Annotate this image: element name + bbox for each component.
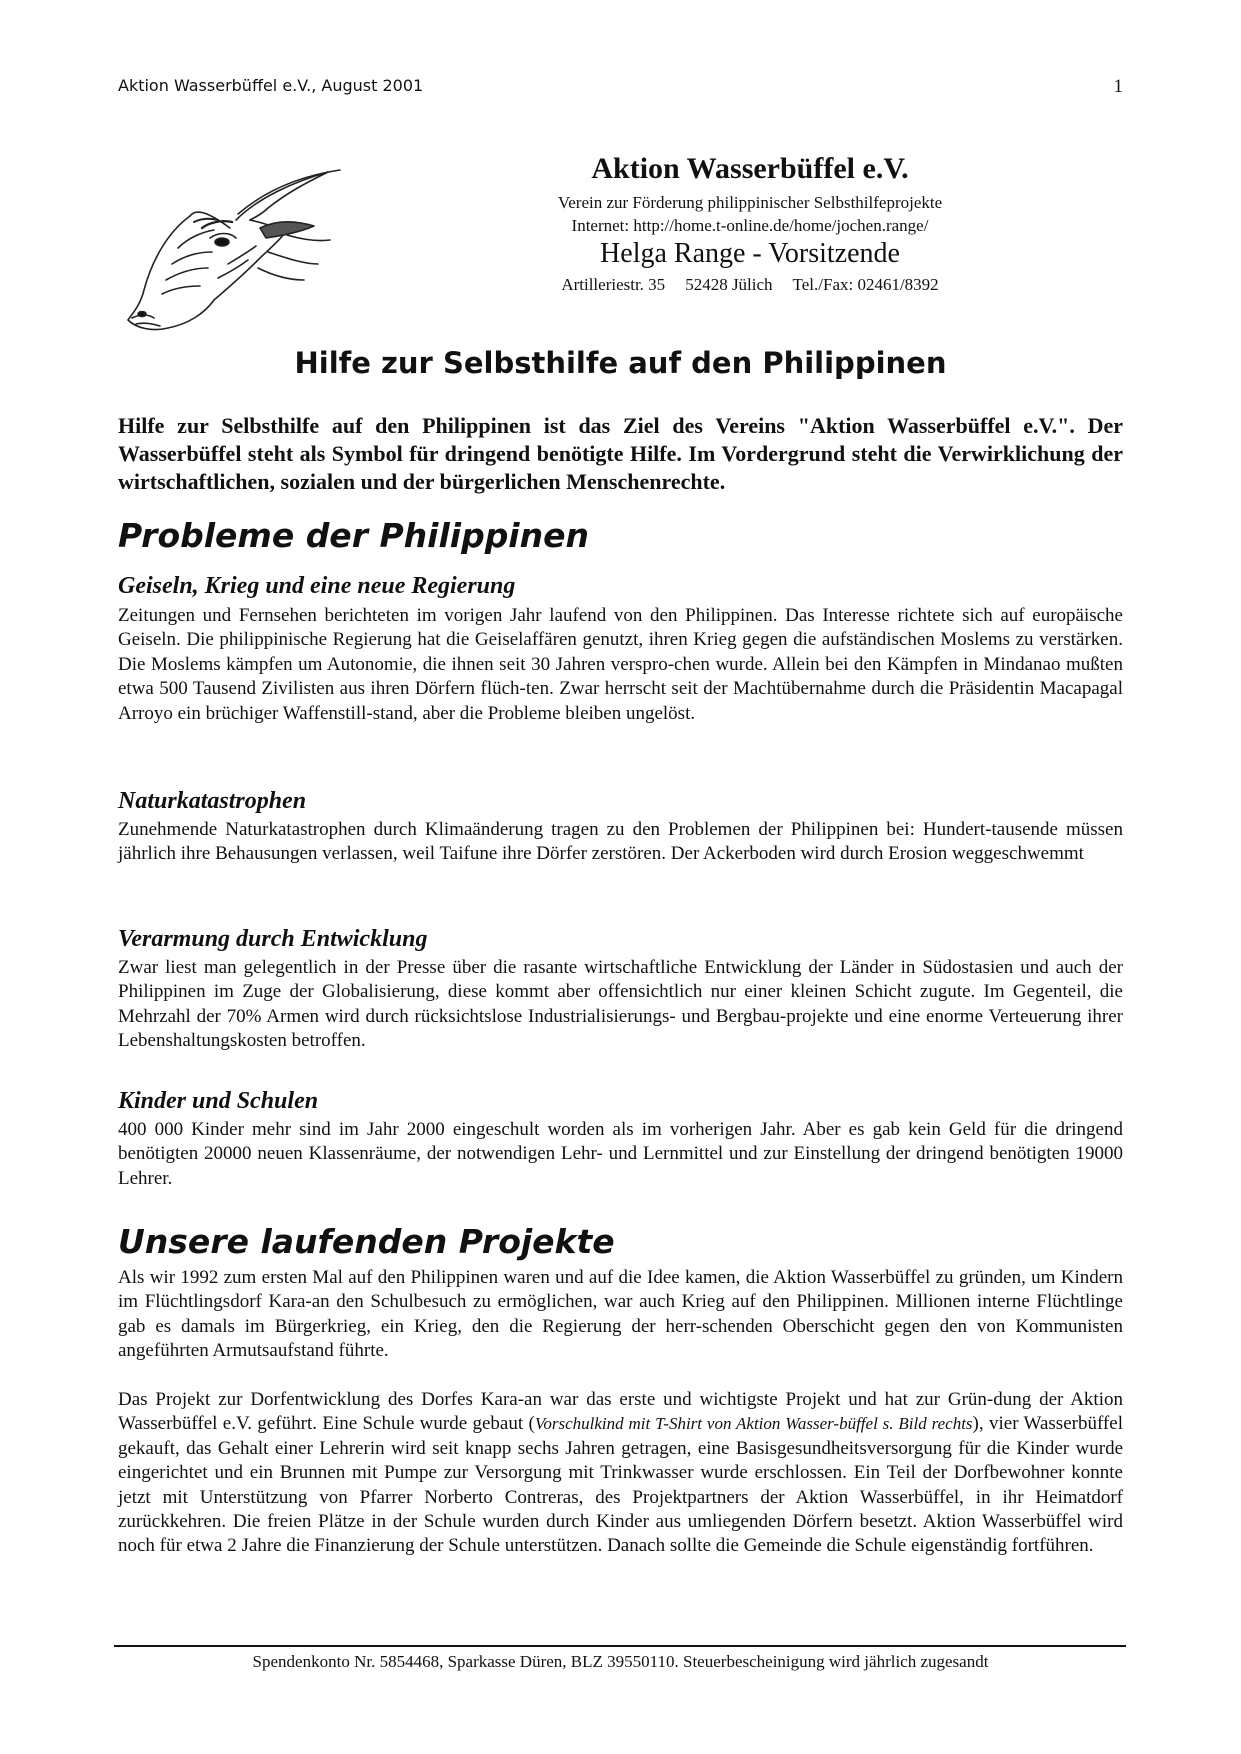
letterhead-address	[490, 275, 1010, 295]
paragraph-text: Das Projekt zur Dorfentwicklung des Dorfes Kara-an war das erste und wichtigste Projekt und hat zur Grün-dung der Aktion Wasserbüffel e.V. geführt. Eine Schule wurde gebaut (	[118, 1389, 1123, 1435]
running-header: Aktion Wasserbüffel e.V., August 2001	[118, 76, 424, 95]
photo-caption-note: Vorschulkind mit T-Shirt von Aktion Wasser-büffel s. Bild rechts	[534, 1414, 973, 1434]
page-title: Hilfe zur Selbsthilfe auf den Philippinen	[294, 346, 947, 380]
address-phone: Tel./Fax: 02461/8392	[792, 275, 939, 294]
subsection-heading: Kinder und Schulen	[118, 1088, 319, 1114]
subsection-heading: Geiseln, Krieg und eine neue Regierung	[118, 573, 516, 599]
page-number: 1	[1113, 76, 1123, 97]
intro-paragraph: Hilfe zur Selbsthilfe auf den Philippinen ist das Ziel des Vereins "Aktion Wasserbüffel e.V.". Der Wasserbüffel steht als Symbol für dringend benötigte Hilfe. Im Vordergrund steht die Verwirklichung der wirtschaftlichen, sozialen und der bürgerlichen Menschenrechte.	[118, 413, 1123, 494]
address-city: 52428 Jülich	[685, 275, 773, 294]
body-paragraph: Zunehmende Naturkatastrophen durch Klimaänderung tragen zu den Problemen der Philippinen bei: Hundert-tausende müssen jährlich ihre Behausungen verlassen, weil Taifune ihre Dörfer zerstören. Der Ackerboden wird durch Erosion weggeschwemmt	[118, 819, 1123, 865]
water-buffalo-logo-icon	[118, 168, 358, 338]
section-heading-projects: Unsere laufenden Projekte	[118, 1222, 615, 1261]
footer-bank-details: Spendenkonto Nr. 5854468, Sparkasse Düren, BLZ 39550110. Steuerbescheinigung wird jährlich zugesandt	[252, 1652, 989, 1671]
body-paragraph: Als wir 1992 zum ersten Mal auf den Philippinen waren und auf die Idee kamen, die Aktion Wasserbüffel zu gründen, um Kindern im Flüchtlingsdorf Kara-an den Schulbesuch zu ermöglichen, war auch Krieg auf den Philippinen. Millionen interne Flüchtlinge gab es damals im Bürgerkrieg, ein Krieg, den die Regierung der herr-schenden Oberschicht gegen den von Kommunisten angeführten Armutsaufstand führte.	[118, 1267, 1123, 1362]
footer-divider	[114, 1645, 1126, 1647]
body-paragraph	[118, 1388, 1123, 1559]
body-paragraph: 400 000 Kinder mehr sind im Jahr 2000 eingeschult worden als im vorherigen Jahr. Aber es gab kein Geld für die dringend benötigten 20000 neuen Klassenräume, der notwendigen Lehr- und Lernmittel und zur Einstellung der dringend benötigten 19000 Lehrer.	[118, 1119, 1123, 1189]
subsection-heading: Verarmung durch Entwicklung	[118, 926, 428, 952]
section-heading-problems: Probleme der Philippinen	[118, 516, 589, 555]
body-paragraph: Zwar liest man gelegentlich in der Presse über die rasante wirtschaftliche Entwicklung der Länder in Südostasien und auch der Philippinen im Zuge der Globalisierung, diese kommt aber offensichtlich nur einer kleinen Schicht zugute. Im Gegenteil, die Mehrzahl der 70% Armen wird durch rücksichtslose Industrialisierungs- und Bergbau-projekte und eine enorme Verteuerung ihrer Lebenshaltungskosten betroffen.	[118, 957, 1123, 1052]
body-paragraph: Zeitungen und Fernsehen berichteten im vorigen Jahr laufend von den Philippinen. Das Interesse richtete sich auf europäische Geiseln. Die philippinische Regierung hat die Geiselaffären genutzt, ihren Krieg gegen die aufständischen Moslems zu verstärken. Die Moslems kämpfen um Autonomie, die ihnen seit 30 Jahren verspro-chen wurde. Allein bei den Kämpfen in Mindanao mußten etwa 500 Tausend Zivilisten aus ihren Dörfern flüch-ten. Zwar herrscht seit der Machtübernahme durch die Präsidentin Macapagal Arroyo ein brüchiger Waffenstill-stand, aber die Probleme bleiben ungelöst.	[118, 605, 1123, 724]
address-street: Artilleriestr. 35	[561, 275, 666, 294]
letterhead-subtitle: Verein zur Förderung philippinischer Selbsthilfeprojekte	[557, 193, 943, 212]
subsection-heading: Naturkatastrophen	[118, 788, 307, 814]
letterhead-org-name: Aktion Wasserbüffel e.V.	[591, 152, 909, 185]
letterhead-internet: Internet: http://home.t-online.de/home/jochen.range/	[571, 216, 929, 235]
paragraph-text: ), vier Wasserbüffel gekauft, das Gehalt einer Lehrerin wird seit knapp sechs Jahren getragen, eine Basisgesundheitsversorgung für die Kinder wurde eingerichtet und ein Brunnen mit Pumpe zur Versorgung mit Trinkwasser wurde erschlossen. Ein Teil der Dorfbewohner konnte jetzt mit Unterstützung von Pfarrer Norberto Contreras, des Projektpartners der Aktion Wasserbüffel, in ihr Heimatdorf zurückkehren. Die freien Plätze in der Schule wurden durch Kinder aus umliegenden Dörfern besetzt. Aktion Wasserbüffel wird noch für etwa 2 Jahre die Finanzierung der Schule unterstützen. Danach sollte die Gemeinde die Schule eigenständig fortführen.	[118, 1413, 1123, 1557]
letterhead-chair: Helga Range - Vorsitzende	[600, 238, 900, 269]
